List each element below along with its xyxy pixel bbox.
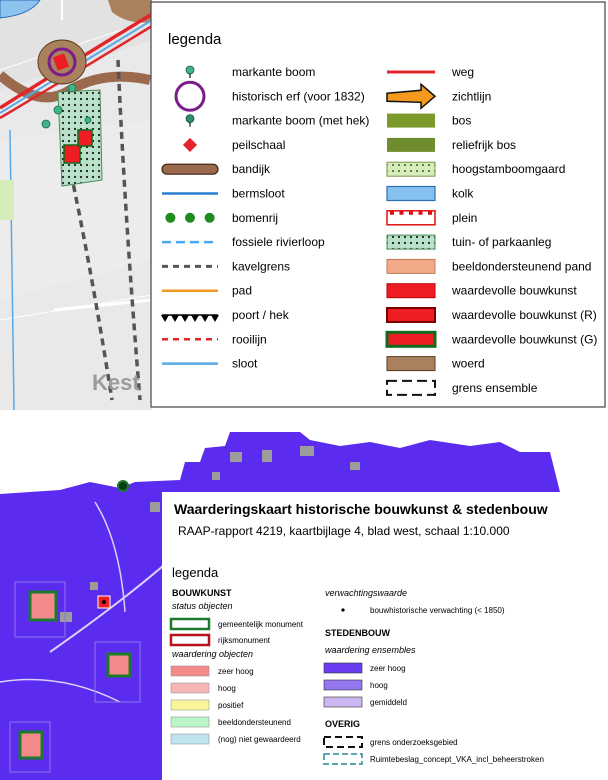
legend-label: waardevolle bouwkunst [452,283,577,298]
legend-label: (nog) niet gewaardeerd [218,735,301,744]
gemeentelijk-monument-symbol [171,619,209,629]
bouwkunst-heading: BOUWKUNST [172,588,232,598]
overig-heading: OVERIG [325,719,361,729]
legend-label: fossiele rivierloop [232,235,325,250]
place-label: Kest [92,370,140,395]
legend-item-object-hoog [171,683,236,693]
legend-label: plein [452,210,478,225]
legend-label: bermsloot [232,186,285,201]
bomenrij-symbol [165,213,214,223]
legend-item-object-niet-gewaardeerd [171,734,301,744]
legend-label: reliefrijk bos [452,137,517,152]
legend-label: woerd [452,356,485,371]
legend-label: zeer hoog [370,664,406,673]
tuin-parkaanleg-symbol [387,235,435,249]
bottom-legend-title: legenda [172,565,219,580]
legend-label: waardevolle bouwkunst (R) [452,308,597,322]
hoogstamboomgaard-symbol [387,162,435,176]
legend-label: hoog [370,681,388,690]
legend-item-kolk [387,187,474,201]
ensemble-zeer-hoog-symbol [324,663,362,673]
legend-label: gemiddeld [370,698,407,707]
reliefrijk-bos-symbol [387,138,435,152]
legend-item-gemeentelijk-monument [171,619,304,629]
object-niet-gewaardeerd-symbol [171,734,209,744]
legend-item-tuin-parkaanleg [387,235,551,249]
beeldondersteunend-pand-symbol [387,259,435,273]
legend-item-hoogstamboomgaard [387,162,565,176]
object-beeldondersteunend-symbol [171,717,209,727]
legend-item-waardevolle-bouwkunst [387,284,577,298]
plein-symbol [387,211,435,225]
legend-label: bos [452,113,472,128]
top-legend-title: legenda [168,31,222,48]
waardering-heading: waardering objecten [172,649,254,659]
legend-label: zeer hoog [218,667,254,676]
kolk-symbol [387,187,435,201]
verwachting-heading: verwachtingswaarde [325,588,408,598]
ensemble-hoog-symbol [324,680,362,690]
bottom-map-panel [0,432,608,780]
object-hoog-symbol [171,683,209,693]
legend-label: Ruimtebeslag_concept_VKA_incl_beheerstroken [370,755,544,764]
legend-label: bomenrij [232,210,279,225]
legend-label: hoogstamboomgaard [452,162,566,177]
stedenbouw-heading: STEDENBOUW [325,628,390,638]
legend-item-waardevolle-bouwkunst-g [387,332,597,346]
legend-label: hoog [218,684,236,693]
legend-item-object-beeldondersteunend [171,717,291,727]
legend-label: poort / hek [232,308,289,322]
legend-label: historisch erf (voor 1832) [232,89,365,104]
ensembles-heading: waardering ensembles [325,645,416,655]
bos-symbol [387,114,435,128]
legend-label: grens ensemble [452,380,538,395]
legend-label: rooilijn [232,332,267,347]
legend-label: sloot [232,356,258,371]
legend-label: peilschaal [232,137,286,152]
legend-label: grens onderzoeksgebied [370,738,458,747]
legend-label: zichtlijn [452,89,492,104]
waardevolle-bouwkunst-g-symbol [387,332,435,346]
waardevolle-bouwkunst-symbol [387,284,435,298]
bottom-map-subtitle: RAAP-rapport 4219, kaartbijlage 4, blad west, schaal 1:10.000 [178,524,510,538]
legend-item-reliefrijk-bos [387,138,516,152]
legend-item-plein [387,211,477,225]
waardevolle-bouwkunst-r-symbol [387,308,435,322]
object-zeer-hoog-symbol [171,666,209,676]
legend-label: gemeentelijk monument [218,620,303,629]
bandijk-symbol [162,164,218,174]
legend-item-object-positief [171,700,244,710]
woerd-symbol [387,357,435,371]
ensemble-gemiddeld-symbol [324,697,362,707]
legend-item-beeldondersteunend-pand [387,259,591,273]
legend-label: markante boom [232,65,316,79]
rijksmonument-symbol [171,635,209,645]
legend-label: bandijk [232,162,271,177]
legend-label: kavelgrens [232,259,291,274]
legend-label: waardevolle bouwkunst (G) [452,332,598,347]
legend-label: bouwhistorische verwachting (< 1850) [370,606,505,615]
legend-item-rijksmonument [171,635,271,645]
legend-item-ensemble-hoog [324,680,388,690]
legend-item-waardevolle-bouwkunst-r [387,308,597,322]
legend-label: markante boom (met hek) [232,113,370,128]
top-map-area[interactable] [0,0,152,410]
legend-label: beeldondersteunend pand [452,259,592,274]
legend-label: beeldondersteunend [218,718,291,727]
legend-label: weg [452,65,475,79]
object-positief-symbol [171,700,209,710]
bouwhistorische-verwachting-symbol [341,608,344,611]
legend-label: pad [232,283,253,298]
legend-label: positief [218,701,244,710]
bottom-map-svg [0,432,608,780]
status-heading: status objecten [172,601,233,611]
legend-item-bos [387,114,471,128]
legend-label: kolk [452,186,474,201]
bottom-map-title: Waarderingskaart historische bouwkunst & stedenbouw [174,501,548,517]
legend-label: rijksmonument [218,636,271,645]
legend-label: tuin- of parkaanleg [452,235,552,250]
